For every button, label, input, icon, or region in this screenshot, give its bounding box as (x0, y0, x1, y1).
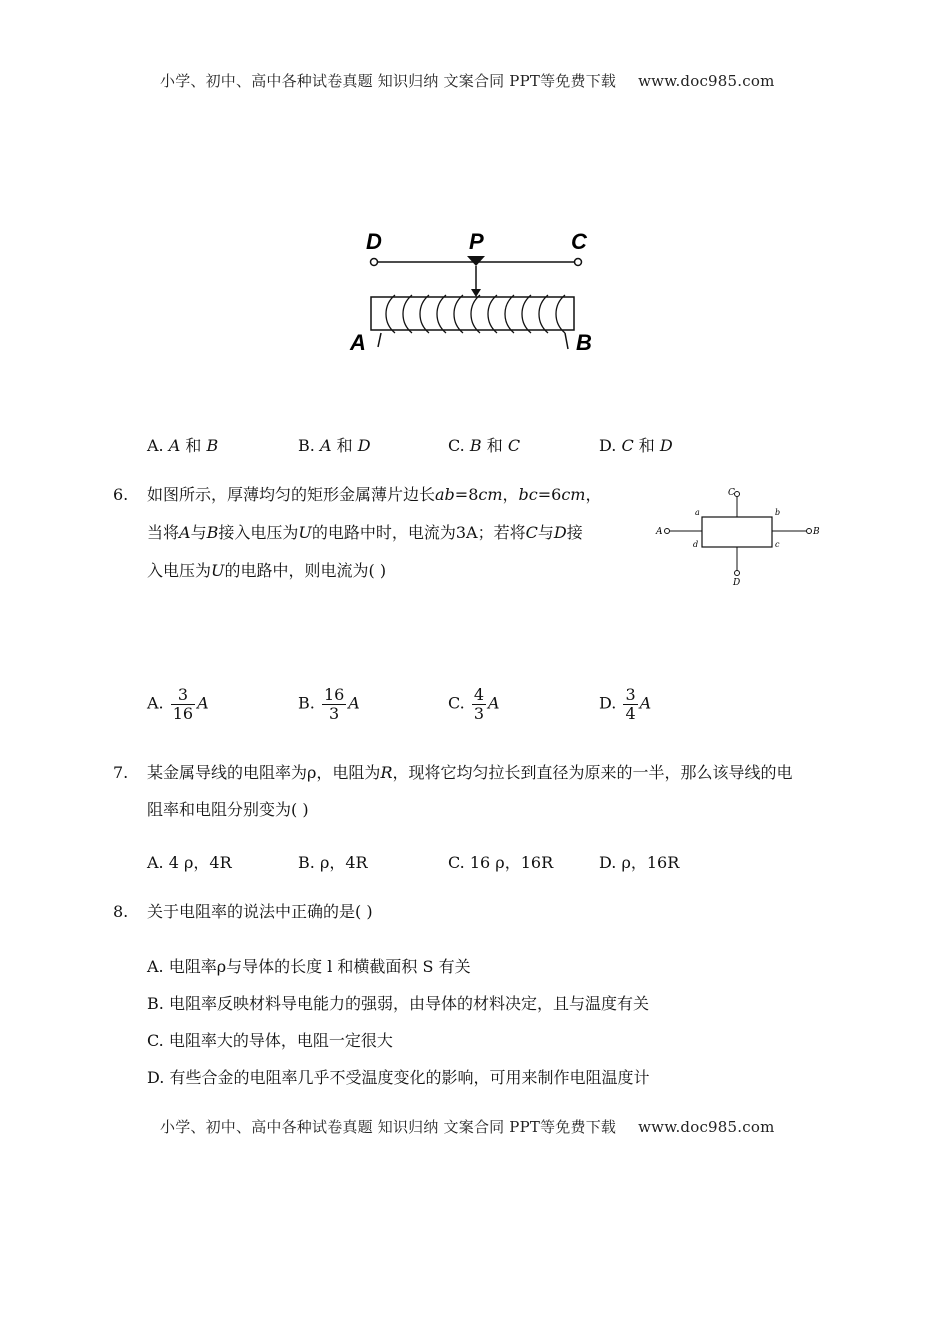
q6-option-d[interactable]: D. $\frac{3}{4}$ A (599, 685, 652, 723)
q6-stem-line1: 如图所示，厚薄均匀的矩形金属薄片边长ab=8cm，bc=6cm， (147, 485, 602, 504)
page-header (160, 70, 775, 91)
fig1-label-d: D (366, 229, 382, 254)
q5-option-d[interactable]: D. C 和 D (599, 436, 673, 455)
fig1-label-p: P (469, 229, 484, 254)
q7-number: 7. (113, 763, 129, 782)
q7-stem-line1: 某金属导线的电阻率为ρ，电阻为R，现将它均匀拉长到直径为原来的一半，那么该导线的电 (147, 763, 793, 782)
svg-text:A: A (656, 527, 663, 537)
q6-number: 6. (113, 485, 129, 504)
q8-option-b[interactable]: B. 电阻率反映材料导电能力的强弱，由导体的材料决定，且与温度有关 (147, 994, 649, 1013)
header-url[interactable]: www.doc985.com (638, 72, 775, 90)
svg-text:b: b (775, 508, 781, 517)
metal-plate-figure (652, 484, 824, 588)
fig1-label-c: C (571, 229, 587, 254)
header-text: 小学、初中、高中各种试卷真题 知识归纳 文案合同 PPT等免费下载 (160, 72, 617, 90)
svg-text:C: C (728, 488, 735, 498)
svg-text:D: D (733, 578, 741, 588)
q8-option-c[interactable]: C. 电阻率大的导体，电阻一定很大 (147, 1031, 393, 1050)
q6-stem-line3: 入电压为U的电路中，则电流为( ) (147, 561, 387, 580)
svg-text:d: d (693, 540, 699, 549)
q8-stem: 关于电阻率的说法中正确的是( ) (147, 902, 373, 921)
q6-option-a[interactable]: A. $\frac{3}{16}$ A (147, 685, 209, 723)
q6-stem-line2: 当将A与B接入电压为U的电路中时，电流为3A；若将C与D接 (147, 523, 583, 542)
q7-option-d[interactable]: D. ρ，16R (599, 853, 680, 872)
q5-option-a[interactable]: A. A 和 B (147, 436, 219, 455)
q8-number: 8. (113, 902, 129, 921)
fig1-slider (467, 256, 485, 266)
q8-option-a[interactable]: A. 电阻率ρ与导体的长度 l 和横截面积 S 有关 (147, 957, 471, 976)
fig1-label-a: A (350, 330, 366, 355)
footer-url[interactable]: www.doc985.com (638, 1118, 775, 1136)
svg-text:B: B (813, 527, 820, 537)
fig1-terminal-d (371, 259, 378, 266)
q6-option-b[interactable]: B. $\frac{16}{3}$ A (298, 685, 360, 723)
page-footer (160, 1116, 775, 1137)
q8-option-d[interactable]: D. 有些合金的电阻率几乎不受温度变化的影响，可用来制作电阻温度计 (147, 1068, 650, 1087)
fig1-coil-body (371, 297, 574, 330)
fig1-label-b: B (576, 330, 592, 355)
fig1-coil-windings (386, 295, 565, 333)
q7-stem-line2: 阻率和电阻分别变为( ) (147, 800, 309, 819)
rheostat-figure (340, 225, 610, 360)
q7-option-a[interactable]: A. 4 ρ，4R (147, 853, 232, 872)
fig2-plate (702, 517, 772, 547)
q5-option-c[interactable]: C. B 和 C (448, 436, 521, 455)
svg-text:c: c (775, 540, 780, 549)
q7-option-c[interactable]: C. 16 ρ，16R (448, 853, 554, 872)
footer-text: 小学、初中、高中各种试卷真题 知识归纳 文案合同 PPT等免费下载 (160, 1118, 617, 1136)
svg-text:a: a (695, 508, 700, 517)
fig1-terminal-c (575, 259, 582, 266)
q7-option-b[interactable]: B. ρ，4R (298, 853, 368, 872)
q5-option-b[interactable]: B. A 和 D (298, 436, 371, 455)
q6-option-c[interactable]: C. $\frac{4}{3}$ A (448, 685, 500, 723)
